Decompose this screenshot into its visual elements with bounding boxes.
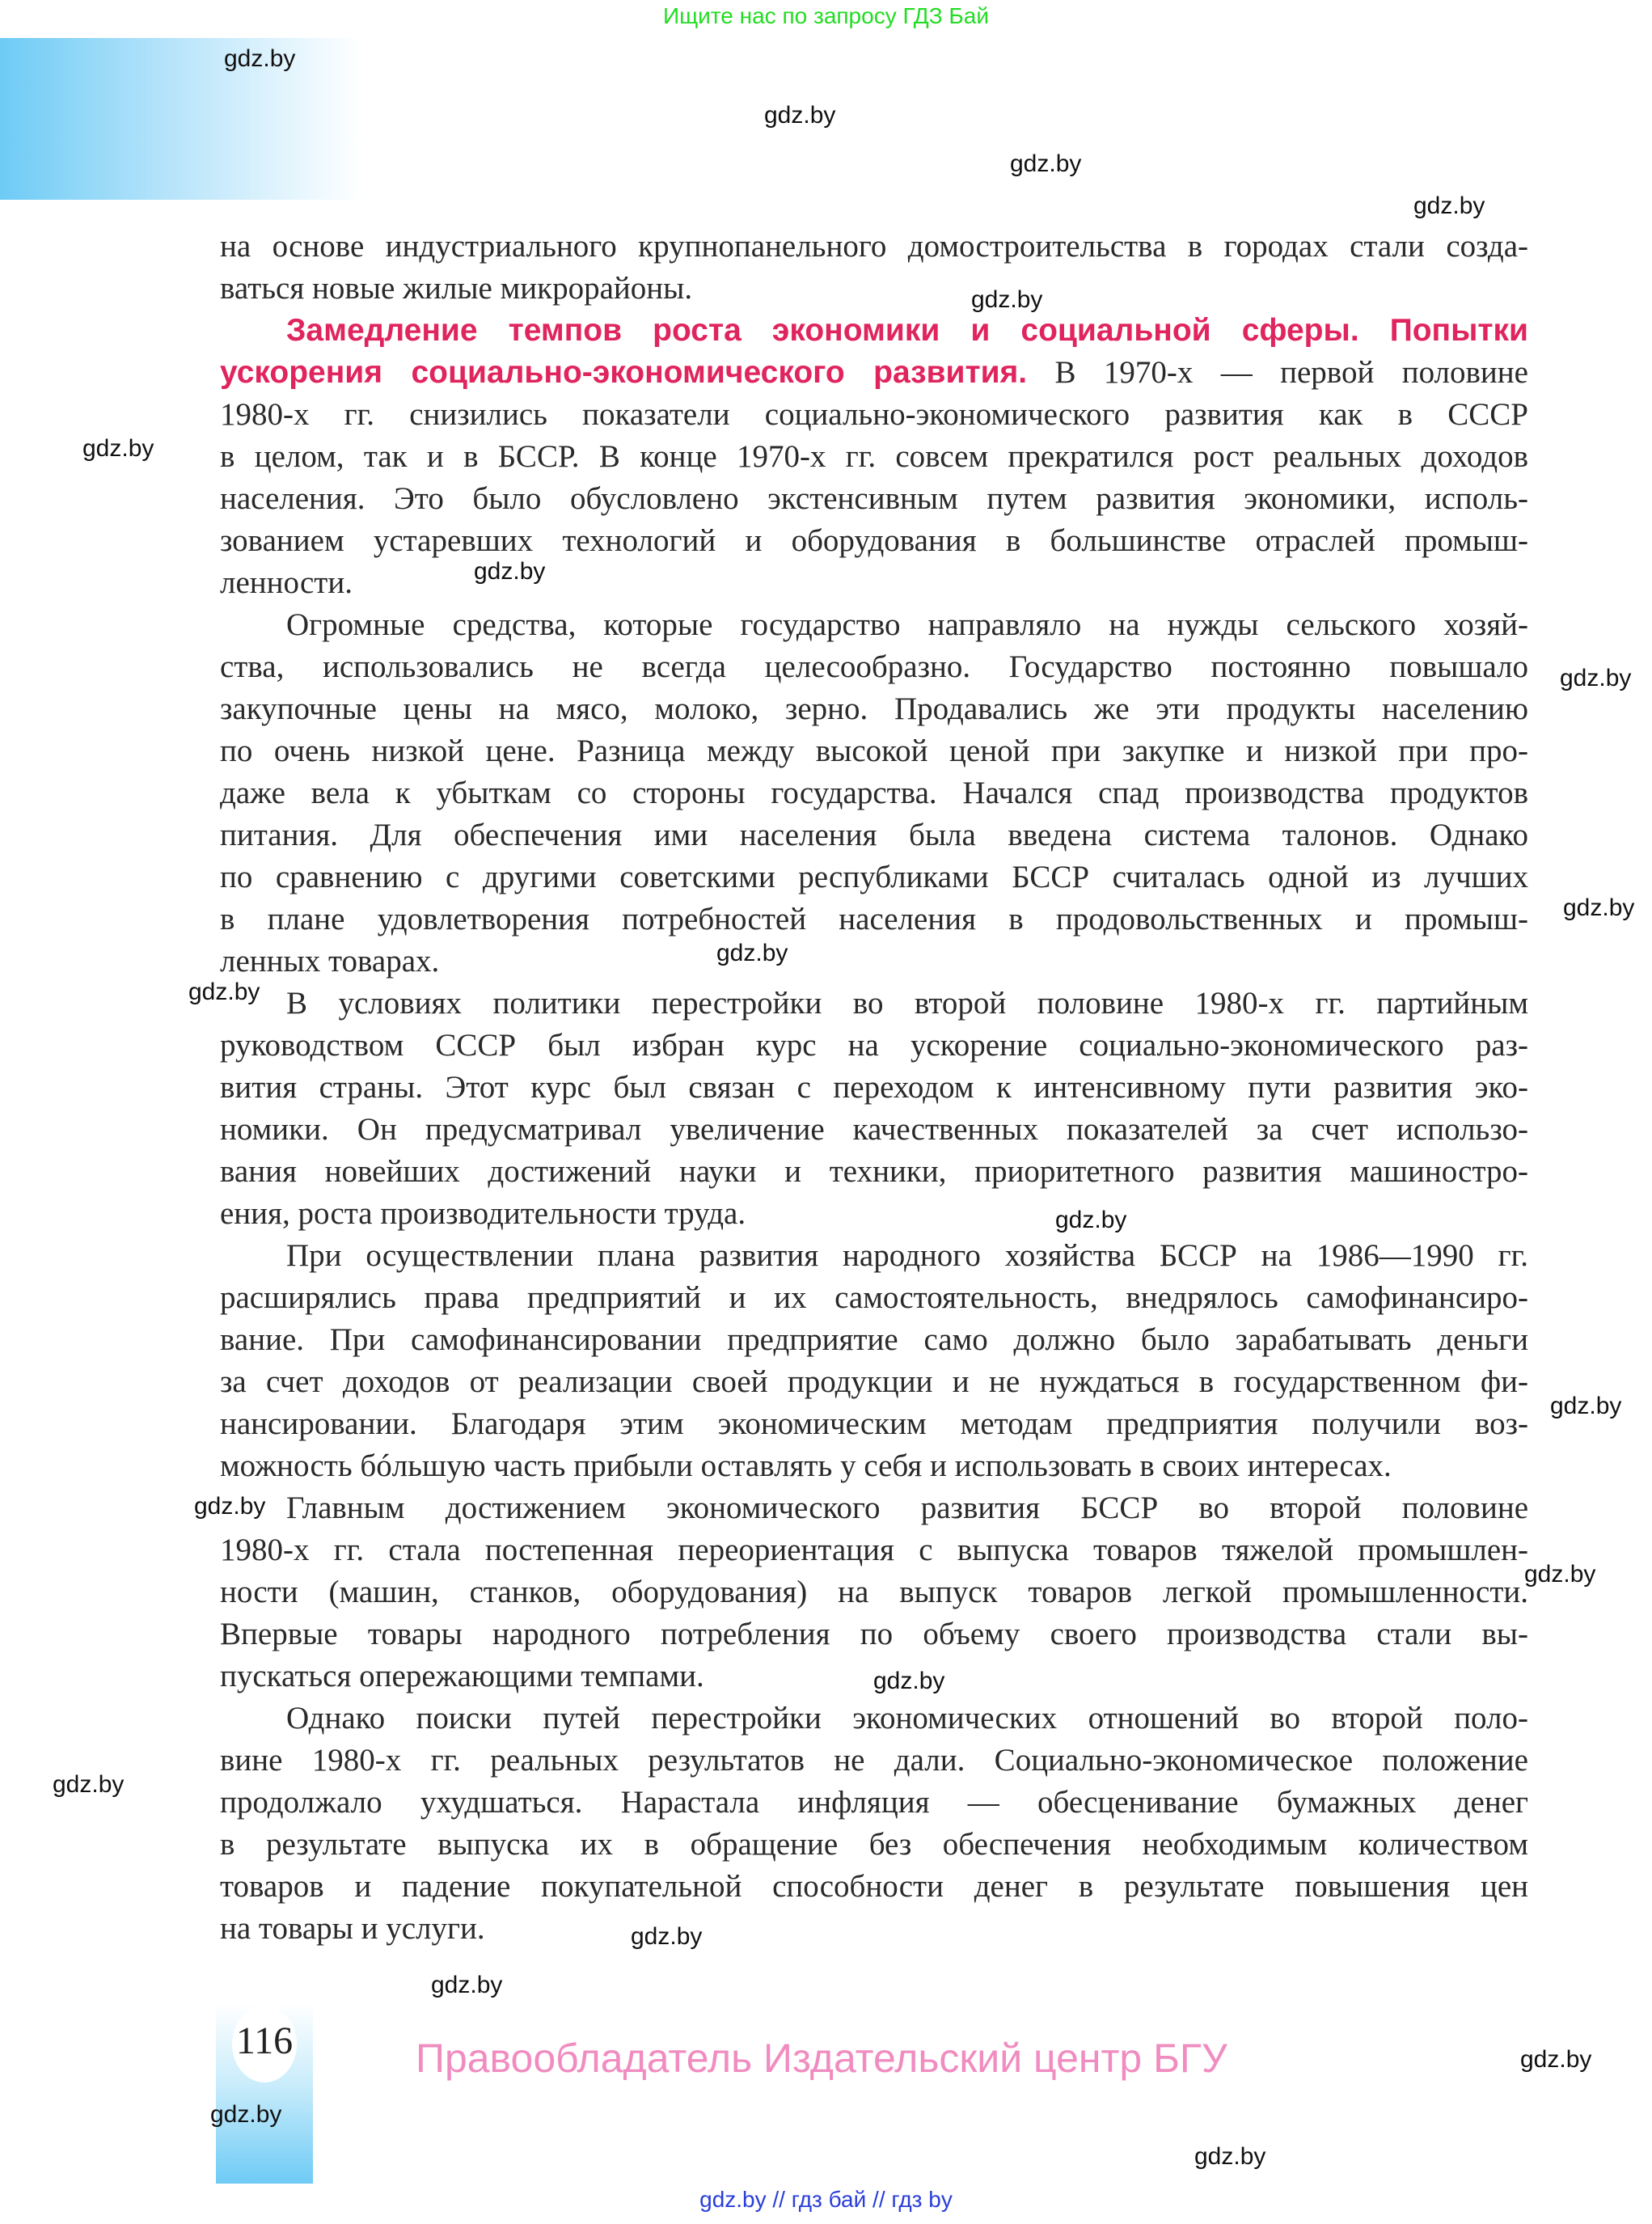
text-line: ленных товарах. bbox=[220, 944, 440, 979]
text-line: в результате выпуска их в обращение без обеспечения необходимым количеством bbox=[220, 1827, 1528, 1862]
text-line: 1980-х гг. стала постепенная переориентация с выпуска товаров тяжелой промышлен- bbox=[220, 1533, 1528, 1567]
watermark: gdz.by bbox=[431, 1972, 503, 1998]
text-line: ства, использовались не всегда целесообразно. Государство постоянно повышало bbox=[220, 649, 1528, 684]
watermark: gdz.by bbox=[224, 45, 296, 72]
text-line: по сравнению с другими советскими республиками БССР считалась одной из лучших bbox=[220, 860, 1528, 894]
text-line: ваться новые жилые микрорайоны. bbox=[220, 271, 693, 306]
text-line: номики. Он предусматривал увеличение качественных показателей за счет использо- bbox=[220, 1112, 1528, 1147]
paragraph bbox=[220, 1487, 1528, 1698]
text-line bbox=[220, 352, 1528, 394]
watermark: gdz.by bbox=[1563, 894, 1635, 921]
text-line: по очень низкой цене. Разница между высокой ценой при закупке и низкой при про- bbox=[220, 734, 1528, 768]
text-line: При осуществлении плана развития народного хозяйства БССР на 1986—1990 гг. bbox=[286, 1238, 1528, 1273]
watermark: gdz.by bbox=[1524, 1561, 1596, 1588]
text-line: вине 1980-х гг. реальных результатов не дали. Социально-экономическое положение bbox=[220, 1743, 1528, 1778]
watermark: gdz.by bbox=[764, 102, 836, 129]
text-line: на основе индустриального крупнопанельного домостроительства в городах стали созда- bbox=[220, 229, 1528, 264]
page-number: 116 bbox=[235, 2019, 294, 2062]
text-line: ения, роста производительности труда. bbox=[220, 1196, 746, 1231]
text-line: ленности. bbox=[220, 565, 353, 600]
text-line: В условиях политики перестройки во второй половине 1980-х гг. партийным bbox=[286, 986, 1528, 1021]
text-fragment: В 1970-х — первой половине bbox=[1027, 355, 1528, 390]
paragraph bbox=[220, 1235, 1528, 1487]
watermark: gdz.by bbox=[82, 435, 154, 462]
watermark: gdz.by bbox=[1413, 192, 1485, 219]
watermark: gdz.by bbox=[1055, 1207, 1127, 1233]
section-heading-cont: ускорения социально-экономического развития. bbox=[220, 355, 1028, 390]
text-line: 1980-х гг. снизились показатели социально-экономического развития как в СССР bbox=[220, 397, 1528, 432]
search-hint-banner[interactable]: Ищите нас по запросу ГДЗ Бай bbox=[662, 3, 990, 28]
watermark: gdz.by bbox=[53, 1771, 125, 1798]
text-line: вание. При самофинансировании предприятие само должно было зарабатывать деньги bbox=[220, 1322, 1528, 1357]
watermark: gdz.by bbox=[474, 558, 546, 585]
text-line: пускаться опережающими темпами. bbox=[220, 1659, 704, 1693]
watermark: gdz.by bbox=[1560, 665, 1632, 691]
text-line: расширялись права предприятий и их самостоятельность, внедрялось самофинансиро- bbox=[220, 1280, 1528, 1315]
footer-links[interactable]: gdz.by // гдз бай // гдз by bbox=[699, 2187, 953, 2212]
watermark: gdz.by bbox=[631, 1923, 703, 1950]
watermark: gdz.by bbox=[194, 1493, 266, 1520]
paragraph bbox=[220, 604, 1528, 983]
text-line: руководством СССР был избран курс на ускорение социально-экономического раз- bbox=[220, 1028, 1528, 1063]
text-line: в целом, так и в БССР. В конце 1970-х гг. совсем прекратился рост реальных доходов bbox=[220, 439, 1528, 474]
watermark: gdz.by bbox=[971, 286, 1043, 313]
watermark: gdz.by bbox=[1550, 1393, 1622, 1419]
watermark: gdz.by bbox=[210, 2101, 282, 2128]
text-line: за счет доходов от реализации своей продукции и не нуждаться в государственном фи- bbox=[220, 1364, 1528, 1399]
paragraph bbox=[220, 983, 1528, 1235]
watermark: gdz.by bbox=[1520, 2046, 1592, 2073]
text-line: на товары и услуги. bbox=[220, 1911, 485, 1946]
text-line: вития страны. Этот курс был связан с переходом к интенсивному пути развития эко- bbox=[220, 1070, 1528, 1105]
text-line: нансировании. Благодаря этим экономическим методам предприятия получили воз- bbox=[220, 1406, 1528, 1441]
text-line: продолжало ухудшаться. Нарастала инфляция — обесценивание бумажных денег bbox=[220, 1785, 1528, 1820]
text-line: Однако поиски путей перестройки экономических отношений во второй поло- bbox=[286, 1701, 1528, 1736]
text-line: питания. Для обеспечения ими населения была введена система талонов. Однако bbox=[220, 818, 1528, 852]
text-line: Главным достижением экономического развития БССР во второй половине bbox=[286, 1490, 1528, 1525]
watermark: gdz.by bbox=[1194, 2143, 1266, 2170]
watermark: gdz.by bbox=[188, 979, 260, 1005]
text-line: населения. Это было обусловлено экстенсивным путем развития экономики, исполь- bbox=[220, 481, 1528, 516]
watermark: gdz.by bbox=[1010, 150, 1082, 177]
text-line: можность бóльшую часть прибыли оставлять у себя и использовать в своих интересах. bbox=[220, 1448, 1392, 1483]
text-line: товаров и падение покупательной способности денег в результате повышения цен bbox=[220, 1869, 1528, 1904]
section-heading: Замедление темпов роста экономики и социальной сферы. Попытки bbox=[286, 313, 1528, 348]
text-line: даже вела к убыткам со стороны государства. Начался спад производства продуктов bbox=[220, 776, 1528, 810]
corner-decoration bbox=[0, 38, 361, 200]
copyright-holder: Правообладатель Издательский центр БГУ bbox=[416, 2036, 1227, 2081]
paragraph bbox=[220, 394, 1528, 604]
text-line: Огромные средства, которые государство направляло на нужды сельского хозяй- bbox=[286, 607, 1528, 642]
paragraph bbox=[220, 1698, 1528, 1950]
text-line: закупочные цены на мясо, молоко, зерно. Продавались же эти продукты населению bbox=[220, 691, 1528, 726]
watermark: gdz.by bbox=[716, 940, 788, 966]
text-line: Впервые товары народного потребления по объему своего производства стали вы- bbox=[220, 1617, 1528, 1651]
text-line: в плане удовлетворения потребностей населения в продовольственных и промыш- bbox=[220, 902, 1528, 937]
text-line: вания новейших достижений науки и техники, приоритетного развития машиностро- bbox=[220, 1154, 1528, 1189]
text-line: ности (машин, станков, оборудования) на выпуск товаров легкой промышленности. bbox=[220, 1575, 1528, 1609]
text-line: зованием устаревших технологий и оборудования в большинстве отраслей промыш- bbox=[220, 523, 1528, 558]
watermark: gdz.by bbox=[873, 1668, 945, 1694]
paragraphs bbox=[220, 604, 1528, 1950]
